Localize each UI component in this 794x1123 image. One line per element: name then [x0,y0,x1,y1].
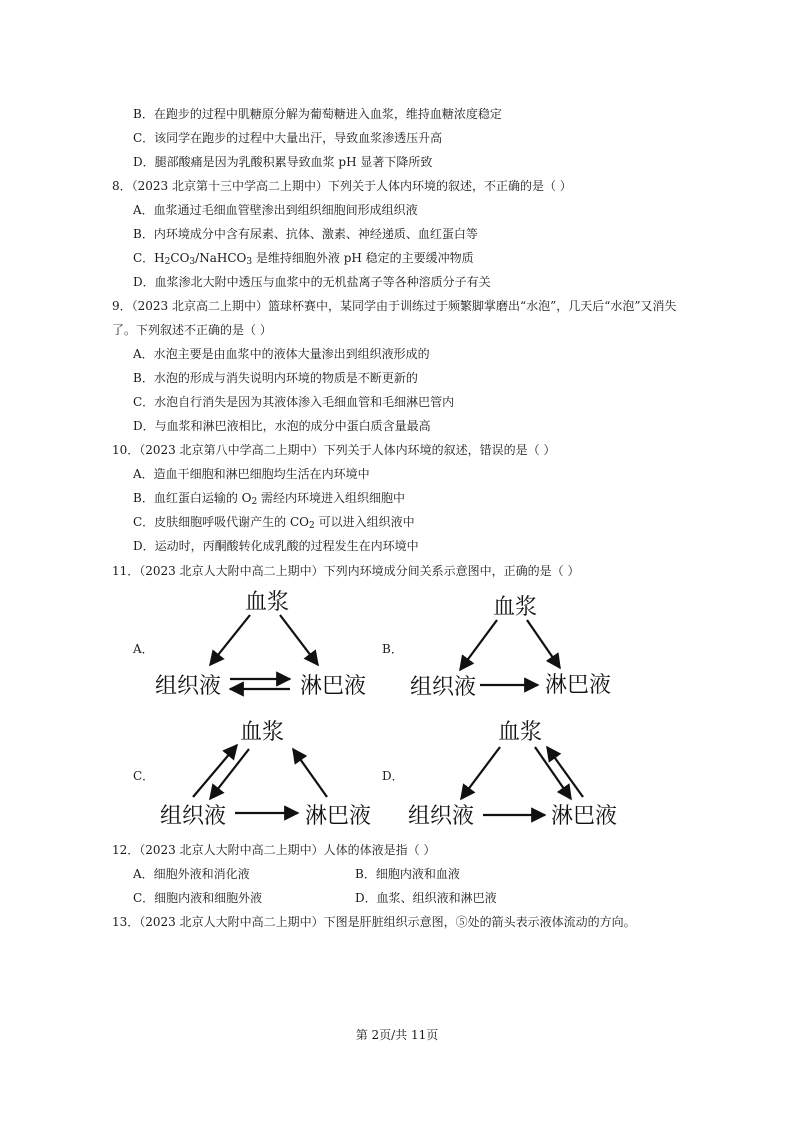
arrow-plasma-to-tissue [460,620,497,670]
diagram-c-lymph: 淋巴液 [305,804,372,829]
q10-option-a: A．造血干细胞和淋巴细胞均生活在内环境中 [133,467,370,481]
q8-option-a: A．血浆通过毛细血管壁渗出到组织细胞间形成组织液 [133,203,418,217]
q11-diagram-a [150,585,380,705]
q10-option-b: B．血红蛋白运输的 $O_2$ 需经内环境进入组织细胞中 [133,491,406,507]
q11-label-a: A． [133,642,154,656]
q11-diagram-d [403,715,633,833]
diagram-d-plasma: 血浆 [498,720,543,745]
q10-option-d: D．运动时，丙酮酸转化成乳酸的过程发生在内环境中 [133,539,419,553]
q7-option-d: D．腿部酸痛是因为乳酸积累导致血浆 pH 显著下降所致 [133,155,433,169]
q9-option-b: B．水泡的形成与消失说明内环境的物质是不断更新的 [133,371,418,385]
q9-stem-line1: 9．（2023 北京高二上期中）篮球杯赛中，某同学由于训练过于频繁脚掌磨出“水泡”，几天后“水泡”又消失 [112,299,677,313]
arrow-lymph-to-plasma [293,749,327,797]
q12-option-c: C．细胞内液和细胞外液 [133,891,263,905]
q7-option-c: C．该同学在跑步的过程中大量出汗，导致血浆渗透压升高 [133,131,443,145]
q9-stem-line2: 了。下列叙述不正确的是（ ） [112,323,272,337]
q12-option-d: D．血浆、组织液和淋巴液 [355,891,497,905]
q8-option-b: B．内环境成分中含有尿素、抗体、激素、神经递质、血红蛋白等 [133,227,478,241]
q9-option-d: D．与血浆和淋巴液相比，水泡的成分中蛋白质含量最高 [133,419,431,433]
q12-option-a: A．细胞外液和消化液 [133,867,250,881]
q8-option-d: D．血浆渗北大附中透压与血浆中的无机盐离子等各种溶质分子有关 [133,275,491,289]
diagram-c-tissue: 组织液 [160,804,227,829]
q7-option-b: B．在跑步的过程中肌糖原分解为葡萄糖进入血浆，维持血糖浓度稳定 [133,107,502,121]
diagram-a-lymph: 淋巴液 [300,674,367,699]
q11-label-d: D． [382,769,404,783]
q8-option-c: C．$H_2CO_3/NaHCO_3$ 是维持细胞外液 pH 稳定的主要缓冲物质 [133,251,474,267]
arrow-plasma-to-tissue [461,747,500,799]
diagram-b-tissue: 组织液 [410,675,477,700]
arrow-plasma-to-tissue [210,615,250,665]
q8-stem: 8．（2023 北京第十三中学高二上期中）下列关于人体内环境的叙述，不正确的是（ ） [112,179,572,193]
diagram-d-tissue: 组织液 [408,804,475,829]
q11-diagram-b [405,590,635,705]
q11-stem: 11．（2023 北京人大附中高二上期中）下列内环境成分间关系示意图中，正确的是（ ） [112,564,580,578]
q10-stem: 10．（2023 北京第八中学高二上期中）下列关于人体内环境的叙述，错误的是（ ） [112,443,556,457]
q12-option-b: B．细胞内液和血液 [355,867,460,881]
diagram-b-lymph: 淋巴液 [545,673,612,698]
diagram-a-tissue: 组织液 [155,674,222,699]
q9-option-c: C．水泡自行消失是因为其液体渗入毛细血管和毛细淋巴管内 [133,395,455,409]
page-footer: 第 2页/共 11页 [355,1028,439,1042]
q12-stem: 12．（2023 北京人大附中高二上期中）人体的体液是指（ ） [112,843,436,857]
q13-stem: 13．（2023 北京人大附中高二上期中）下图是肝脏组织示意图，⑤处的箭头表示液体流动的方向。 [112,915,636,929]
diagram-b-plasma: 血浆 [493,595,538,620]
q10-option-c: C．皮肤细胞呼吸代谢产生的 $CO_2$ 可以进入组织液中 [133,515,415,531]
q11-label-c: C． [133,769,155,783]
diagram-a-plasma: 血浆 [245,590,290,615]
q11-diagram-c [155,715,385,833]
arrow-plasma-to-lymph [527,620,560,668]
arrow-tissue-to-plasma [193,745,237,797]
q11-label-b: B． [382,642,403,656]
q9-option-a: A．水泡主要是由血浆中的液体大量渗出到组织液形成的 [133,347,430,361]
arrow-plasma-to-lymph [280,615,318,665]
diagram-c-plasma: 血浆 [240,720,285,745]
diagram-d-lymph: 淋巴液 [551,804,618,829]
arrow-plasma-to-tissue [210,749,249,799]
